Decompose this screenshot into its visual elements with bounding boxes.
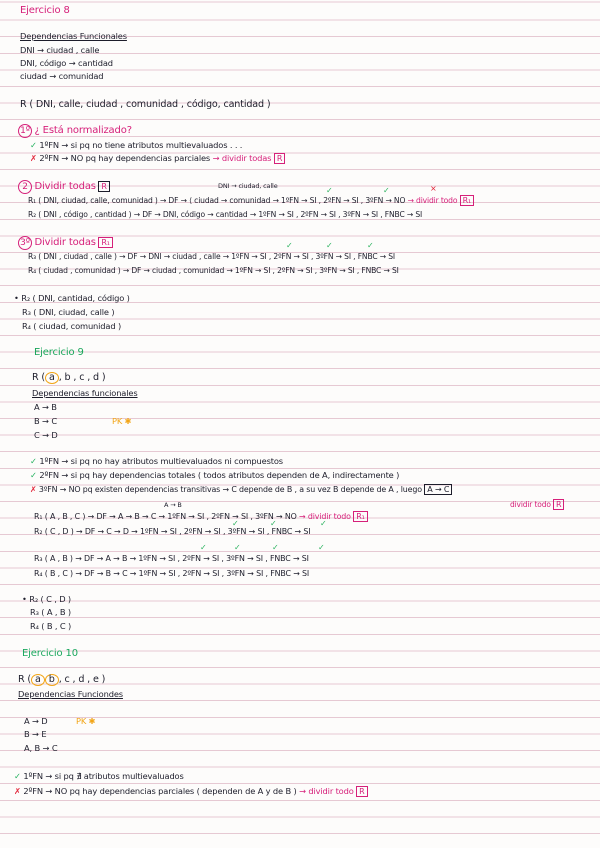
cross-icon: ✗: [14, 786, 21, 796]
ej8-dep-3: ciudad → comunidad: [20, 71, 104, 81]
ej10-pk-note: PK ✱: [76, 716, 96, 726]
ej8-final-1: • R₂ ( DNI, cantidad, código ): [14, 293, 130, 303]
check-icon: ✓: [272, 543, 279, 552]
ej9-line3: ✗ 3ºFN → NO pq existen dependencias transitivas → C depende de B , a su vez B depende de A , luego A → C: [30, 484, 452, 495]
q3-number: 3º: [18, 236, 32, 250]
box-r: R: [98, 181, 109, 192]
box-r1: R₁: [460, 195, 474, 206]
ej10-dep-1: A → D: [24, 716, 48, 726]
ej9-line1: ✓ 1ºFN → si pq no hay atributos multievaluados ni compuestos: [30, 456, 283, 466]
ej9-dep-3: C → D: [34, 430, 58, 440]
ej9-dep-1: A → B: [34, 402, 57, 412]
ej8-q2: [18, 180, 110, 194]
check-icon: ✓: [232, 519, 239, 528]
check-icon: ✓: [286, 241, 293, 250]
check-icon: ✓: [326, 186, 333, 195]
ej9-r2: R₂ ( C , D ) → DF → C → D → 1ºFN → SI , 2ºFN → SI , 3ºFN → SI , FNBC → SI: [34, 527, 311, 536]
ej8-relation: R ( DNI, calle, ciudad , comunidad , código, cantidad ): [20, 99, 271, 110]
ej9-r4: R₄ ( B , C ) → DF → B → C → 1ºFN → SI , 2ºFN → SI , 3ºFN → SI , FNBC → SI: [34, 569, 310, 578]
check-icon: ✓: [14, 771, 21, 781]
ej9-r1: R₁ ( A , B , C ) → DF → A → B → C → 1ºFN → SI , 2ºFN → SI , 3ºFN → NO → dividir todo R₁: [34, 511, 368, 522]
check-icon: ✓: [200, 543, 207, 552]
q2-number: 2: [18, 180, 32, 194]
q2-title: Dividir todas: [34, 181, 96, 192]
q1-number: 1º: [18, 124, 32, 138]
check-icon: ✓: [320, 519, 327, 528]
ej9-r3: R₃ ( A , B ) → DF → A → B → 1ºFN → SI , 2ºFN → SI , 3ºFN → SI , FNBC → SI: [34, 554, 309, 563]
ej9-relation: R ( a , b , c , d ): [32, 372, 106, 383]
ej8-title: Ejercicio 8: [20, 5, 70, 16]
ej9-r1-top: A → B: [164, 501, 182, 509]
ej10-line2: ✗ 2ºFN → NO pq hay dependencias parciales ( dependen de A y de B ) → dividir todo R: [14, 786, 368, 797]
check-icon: ✓: [326, 241, 333, 250]
ej9-title: Ejercicio 9: [34, 347, 84, 358]
pk-circle-a: a: [31, 674, 45, 686]
check-icon: ✓: [367, 241, 374, 250]
ej8-dep-1: DNI → ciudad , calle: [20, 45, 100, 55]
q3-title: Dividir todas: [34, 237, 96, 248]
ej8-q2-note: DNI → ciudad, calle: [218, 182, 278, 190]
check-icon: ✓: [30, 140, 37, 150]
cross-icon: ✗: [30, 485, 37, 494]
box-r1: R₁: [353, 511, 367, 522]
box-r: R: [274, 153, 285, 164]
ej10-dep-2: B → E: [24, 729, 47, 739]
ej8-final-2: R₃ ( DNI, ciudad, calle ): [22, 307, 115, 317]
check-icon: ✓: [30, 456, 37, 466]
check-icon: ✓: [383, 186, 390, 195]
ej8-deps-title: Dependencias Funcionales: [20, 31, 127, 41]
key-icon: ✱: [124, 416, 132, 426]
ej8-q2-r2: R₂ ( DNI , código , cantidad ) → DF → DNI, código → cantidad → 1ºFN → SI , 2ºFN → SI , 3ºFN → SI , FNBC → SI: [28, 210, 423, 219]
ej8-q3-r3: R₃ ( DNI , ciudad , calle ) → DF → DNI → ciudad , calle → 1ºFN → SI , 2ºFN → SI , 3ºFN → SI , FNBC → SI: [28, 252, 396, 261]
pk-circle: a: [45, 372, 59, 384]
ej10-title: Ejercicio 10: [22, 648, 78, 659]
box-r: R: [553, 499, 564, 510]
ej8-dep-2: DNI, código → cantidad: [20, 58, 113, 68]
check-icon: ✓: [30, 470, 37, 480]
ej8-q2-r1: R₁ ( DNI, ciudad, calle, comunidad ) → DF → ⟨ ciudad → comunidad → 1ºFN → SI , 2ºFN → SI , 3ºFN → NO → dividir todo R₁: [28, 195, 474, 206]
box-r: R: [356, 786, 367, 797]
cross-icon: ✗: [30, 153, 37, 163]
pk-circle-b: b: [45, 674, 59, 686]
box-a-c: A → C: [424, 484, 452, 495]
ej8-q3-r4: R₄ ( ciudad , comunidad ) → DF → ciudad , comunidad → 1ºFN → SI , 2ºFN → SI , 3ºFN → SI , FNBC → SI: [28, 266, 399, 275]
ej8-q1: [18, 124, 132, 138]
ej8-final-3: R₄ ( ciudad, comunidad ): [22, 321, 122, 331]
key-icon: ✱: [88, 716, 96, 726]
ej9-final-2: R₃ ( A , B ): [30, 607, 71, 617]
check-icon: ✓: [270, 519, 277, 528]
ej10-relation: R ( a b , c , d , e ): [18, 674, 106, 685]
box-r1: R₁: [98, 237, 112, 248]
ej10-line1: ✓ 1ºFN → si pq ∄ atributos multievaluados: [14, 771, 184, 781]
ej9-deps-title: Dependencias funcionales: [32, 388, 138, 398]
ej9-line2: ✓ 2ºFN → si pq hay dependencias totales ( todos atributos dependen de A, indirectamente ): [30, 470, 400, 480]
ej9-dep-2: B → C: [34, 416, 57, 426]
ej9-pk-note: PK ✱: [112, 416, 132, 426]
check-icon: ✓: [318, 543, 325, 552]
ej9-final-3: R₄ ( B , C ): [30, 621, 72, 631]
ej9-side-action: dividir todo R: [510, 499, 564, 510]
ej9-final-1: • R₂ ( C , D ): [22, 594, 72, 604]
q1-title: ¿ Está normalizado?: [34, 125, 132, 136]
cross-icon: ×: [430, 184, 437, 193]
ej8-q3: [18, 236, 113, 250]
ej10-dep-3: A, B → C: [24, 743, 58, 753]
ej8-q1-line1: ✓ 1ºFN → si pq no tiene atributos multievaluados . . .: [30, 140, 243, 150]
check-icon: ✓: [234, 543, 241, 552]
ej10-deps-title: Dependencias Funciondes: [18, 689, 123, 699]
ej8-q1-line2: ✗ 2ºFN → NO pq hay dependencias parciales → dividir todas R: [30, 153, 285, 164]
